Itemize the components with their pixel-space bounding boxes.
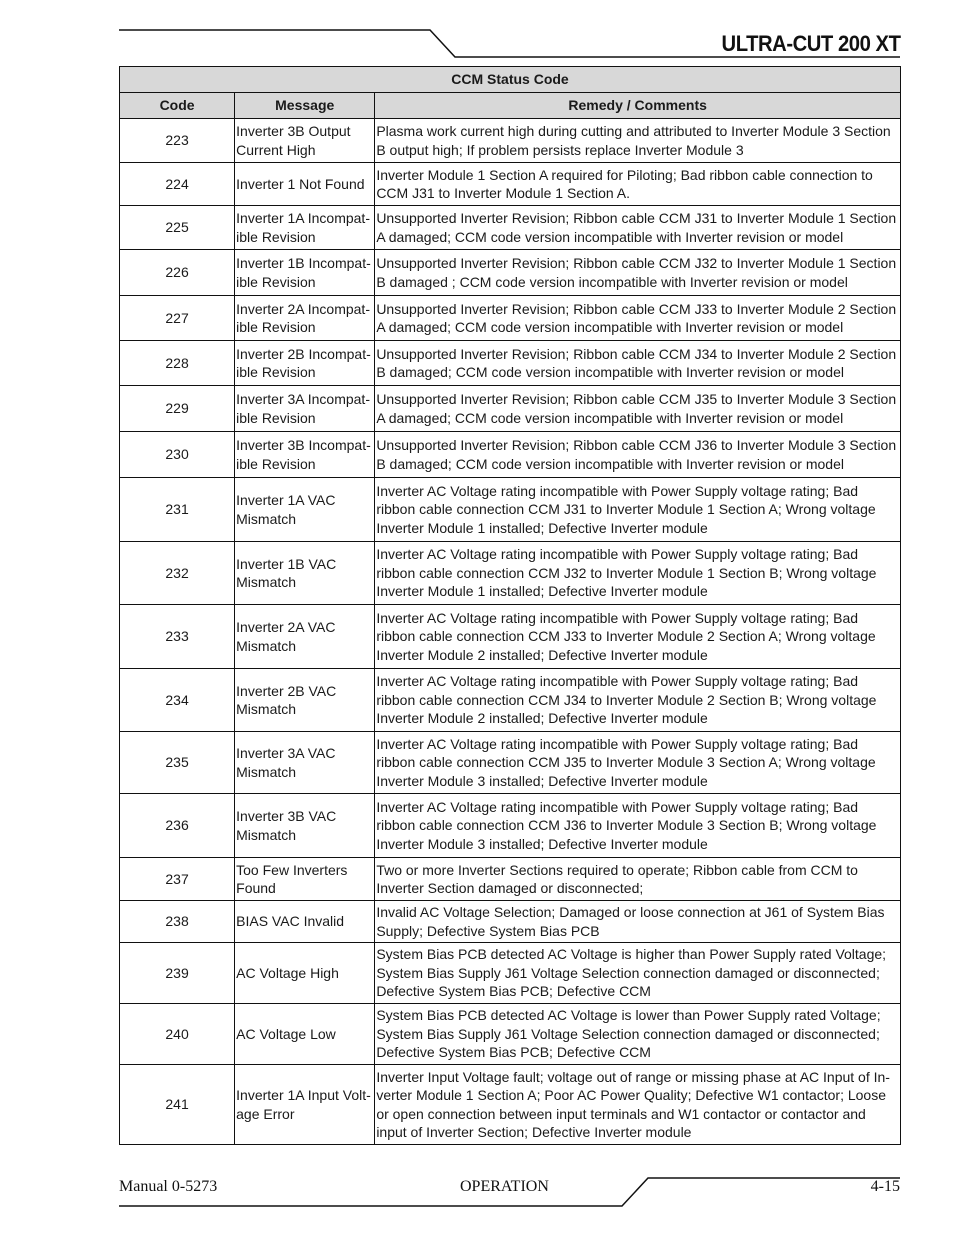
remedy-cell: System Bias PCB detected AC Voltage is higher than Power Supply rated Voltage; System Bias Supply J61 Voltage Selection connection damaged or disconnected; Defective System Bias PCB; Defective CCM — [375, 943, 901, 1004]
code-cell: 237 — [120, 858, 235, 901]
remedy-cell: Unsupported Inverter Revision; Ribbon cable CCM J34 to Inverter Module 2 Section B damaged; CCM code version incompatible with Inverter revision or model — [375, 341, 901, 386]
code-cell: 231 — [120, 478, 235, 542]
remedy-cell: Unsupported Inverter Revision; Ribbon cable CCM J35 to Inverter Module 3 Section A damaged; CCM code version incompatible with Inverter revision or model — [375, 386, 901, 432]
message-cell: Inverter 1A VAC Mismatch — [235, 478, 375, 542]
ccm-status-table — [119, 66, 901, 1145]
remedy-cell: Inverter Module 1 Section A required for Piloting; Bad ribbon cable connection to CCM J31 to Inverter Module 1 Section A. — [375, 163, 901, 206]
table-row — [120, 250, 901, 296]
code-cell: 240 — [120, 1004, 235, 1065]
code-cell: 228 — [120, 341, 235, 386]
remedy-cell: Inverter AC Voltage rating incompatible with Power Supply voltage rating; Bad ribbon cable connection CCM J34 to Inverter Module 2 Section B; Wrong voltage Inverter Module 2 installed; Defective Inverter module — [375, 669, 901, 732]
table-row — [120, 206, 901, 250]
message-cell: Inverter 1A Incompat-ible Revision — [235, 206, 375, 250]
footer-manual-number: Manual 0-5273 — [119, 1178, 218, 1195]
message-cell: BIAS VAC Invalid — [235, 901, 375, 943]
table-row — [120, 858, 901, 901]
code-cell: 224 — [120, 163, 235, 206]
footer-section-name: OPERATION — [460, 1178, 549, 1195]
table-row — [120, 1065, 901, 1145]
table-row — [120, 341, 901, 386]
table-row — [120, 794, 901, 858]
message-cell: Inverter 1B VAC Mismatch — [235, 542, 375, 605]
message-cell: Inverter 1 Not Found — [235, 163, 375, 206]
remedy-cell: Inverter AC Voltage rating incompatible with Power Supply voltage rating; Bad ribbon cable connection CCM J32 to Inverter Module 1 Section B; Wrong voltage Inverter Module 1 installed; Defective Inverter module — [375, 542, 901, 605]
table-row — [120, 943, 901, 1004]
table-row — [120, 669, 901, 732]
code-cell: 229 — [120, 386, 235, 432]
remedy-cell: Two or more Inverter Sections required to operate; Ribbon cable from CCM to Inverter Section damaged or disconnected; — [375, 858, 901, 901]
table-title: CCM Status Code — [120, 67, 901, 93]
remedy-cell: System Bias PCB detected AC Voltage is lower than Power Supply rated Voltage; System Bias Supply J61 Voltage Selection connection damaged or disconnected; Defective System Bias PCB; Defective CCM — [375, 1004, 901, 1065]
remedy-cell: Inverter AC Voltage rating incompatible with Power Supply voltage rating; Bad ribbon cable connection CCM J31 to Inverter Module 1 Section A; Wrong voltage Inverter Module 1 installed; Defective Inverter module — [375, 478, 901, 542]
remedy-cell: Inverter Input Voltage fault; voltage out of range or missing phase at AC Input of In-verter Module 1 Section A; Poor AC Power Quality; Defective W1 contactor; Loose or open connection between input terminals and W1 contactor or contactor and input of Inverter Section; Defective Inverter module — [375, 1065, 901, 1145]
table-row — [120, 732, 901, 794]
message-cell: Inverter 3A Incompat-ible Revision — [235, 386, 375, 432]
remedy-cell: Unsupported Inverter Revision; Ribbon cable CCM J32 to Inverter Module 1 Section B damaged ; CCM code version incompatible with Inverter revision or model — [375, 250, 901, 296]
message-cell: Inverter 3B Output Current High — [235, 119, 375, 163]
message-cell: Inverter 2B Incompat-ible Revision — [235, 341, 375, 386]
message-cell: Inverter 2A Incompat-ible Revision — [235, 296, 375, 341]
brand-title: ULTRA-CUT 200 XT — [721, 31, 900, 56]
remedy-cell: Unsupported Inverter Revision; Ribbon cable CCM J36 to Inverter Module 3 Section B damaged; CCM code version incompatible with Inverter revision or model — [375, 432, 901, 478]
message-cell: AC Voltage High — [235, 943, 375, 1004]
remedy-cell: Inverter AC Voltage rating incompatible with Power Supply voltage rating; Bad ribbon cable connection CCM J36 to Inverter Module 3 Section B; Wrong voltage Inverter Module 3 installed; Defective Inverter module — [375, 794, 901, 858]
code-cell: 232 — [120, 542, 235, 605]
table-row — [120, 119, 901, 163]
message-cell: AC Voltage Low — [235, 1004, 375, 1065]
remedy-cell: Unsupported Inverter Revision; Ribbon cable CCM J31 to Inverter Module 1 Section A damaged; CCM code version incompatible with Inverter revision or model — [375, 206, 901, 250]
code-cell: 230 — [120, 432, 235, 478]
remedy-cell: Inverter AC Voltage rating incompatible with Power Supply voltage rating; Bad ribbon cable connection CCM J33 to Inverter Module 2 Section A; Wrong voltage Inverter Module 2 installed; Defective Inverter module — [375, 605, 901, 669]
message-cell: Inverter 1A Input Volt-age Error — [235, 1065, 375, 1145]
code-cell: 241 — [120, 1065, 235, 1145]
table-row — [120, 605, 901, 669]
table-row — [120, 901, 901, 943]
remedy-cell: Inverter AC Voltage rating incompatible with Power Supply voltage rating; Bad ribbon cable connection CCM J35 to Inverter Module 3 Section A; Wrong voltage Inverter Module 3 installed; Defective Inverter module — [375, 732, 901, 794]
code-cell: 226 — [120, 250, 235, 296]
column-header-remedy: Remedy / Comments — [375, 93, 901, 119]
message-cell: Inverter 1B Incompat-ible Revision — [235, 250, 375, 296]
table-row — [120, 478, 901, 542]
table-row — [120, 386, 901, 432]
code-cell: 239 — [120, 943, 235, 1004]
footer-page-number: 4-15 — [870, 1178, 900, 1195]
code-cell: 233 — [120, 605, 235, 669]
code-cell: 234 — [120, 669, 235, 732]
table-row — [120, 296, 901, 341]
code-cell: 223 — [120, 119, 235, 163]
column-header-message: Message — [235, 93, 375, 119]
message-cell: Inverter 3B VAC Mismatch — [235, 794, 375, 858]
table-row — [120, 163, 901, 206]
code-cell: 235 — [120, 732, 235, 794]
message-cell: Inverter 3A VAC Mismatch — [235, 732, 375, 794]
remedy-cell: Invalid AC Voltage Selection; Damaged or loose connection at J61 of System Bias Supply; Defective System Bias PCB — [375, 901, 901, 943]
table-row — [120, 432, 901, 478]
table-row — [120, 1004, 901, 1065]
code-cell: 225 — [120, 206, 235, 250]
message-cell: Inverter 2A VAC Mismatch — [235, 605, 375, 669]
message-cell: Inverter 3B Incompat-ible Revision — [235, 432, 375, 478]
message-cell: Too Few Inverters Found — [235, 858, 375, 901]
column-header-code: Code — [120, 93, 235, 119]
code-cell: 236 — [120, 794, 235, 858]
remedy-cell: Unsupported Inverter Revision; Ribbon cable CCM J33 to Inverter Module 2 Section A damaged; CCM code version incompatible with Inverter revision or model — [375, 296, 901, 341]
code-cell: 227 — [120, 296, 235, 341]
table-row — [120, 542, 901, 605]
remedy-cell: Plasma work current high during cutting and attributed to Inverter Module 3 Section B output high; If problem persists replace Inverter Module 3 — [375, 119, 901, 163]
code-cell: 238 — [120, 901, 235, 943]
message-cell: Inverter 2B VAC Mismatch — [235, 669, 375, 732]
